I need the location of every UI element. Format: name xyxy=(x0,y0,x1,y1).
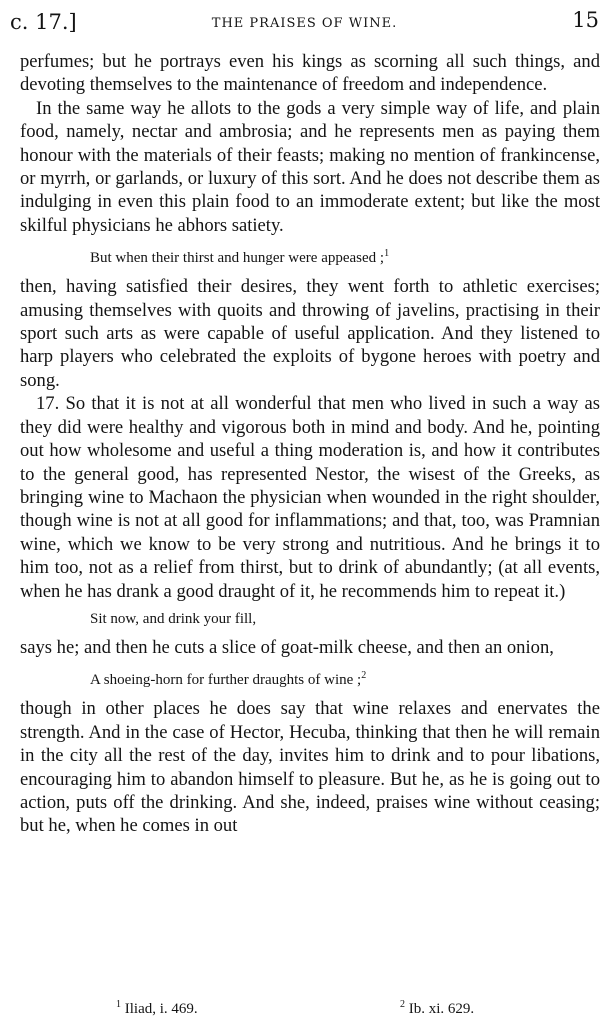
paragraph-continued: perfumes; but he portrays even his kings as scorning all such things, and devoting themselves to the maintenance of freedom and independence. xyxy=(20,51,600,96)
paragraph-section-17: 17. So that it is not at all wonderful that men who lived in such a way as they did were healthy and vigorous both in mind and body. And he, pointing out how wholesome and useful a thing moderation is, and how it contributes to the general good, has represented Nestor, the wisest of the Greeks, as bringing wine to Machaon the physician when wounded in the right shoulder, though wine is not at all good for inflammations; and that, too, was Pramnian wine, which we know to be very strong and nutritious. And he brings it to him too, not as a relief from thirst, but to drink of abundantly; (at all events, when he has drank a good draught of it, he recommends him to repeat it.) xyxy=(20,393,600,602)
page-number: 15 xyxy=(572,8,599,32)
verse-text: Sit now, and drink your fill, xyxy=(90,610,257,627)
verse-text: A shoeing-horn for further draughts of wine ; xyxy=(90,672,362,689)
footnote-mark: 1 xyxy=(116,999,121,1010)
paragraph-gods-food: In the same way he allots to the gods a very simple way of life, and plain food, namely, nectar and ambrosia; and he represents men as paying them honour with the materials of their feasts; making no mention of frankincense, or myrrh, or garlands, or luxury of this sort. And he does not describe them as indulging in even this plain food to an immoderate extent; but like the most skilful physicians he abhors satiety. xyxy=(20,97,600,236)
footnote-mark: 2 xyxy=(400,999,405,1010)
verse-quotation-3 xyxy=(90,665,600,691)
running-header xyxy=(10,4,599,40)
paragraph-athletic: then, having satisfied their desires, they went forth to athletic exercises; amusing themselves with quoits and throwing of javelins, practising in their sport such arts as were capable of useful application. And they listened to harp players who celebrated the exploits of bygone heroes with poetry and song. xyxy=(20,276,600,391)
main-text xyxy=(20,50,600,838)
verse-quotation-2 xyxy=(90,609,600,630)
running-title: THE PRAISES OF WINE. xyxy=(211,16,398,31)
footnote-text: Ib. xi. 629. xyxy=(408,1001,475,1017)
footnote-2 xyxy=(400,995,474,1019)
paragraph-cheese-onion: says he; and then he cuts a slice of goat-milk cheese, and then an onion, xyxy=(20,636,554,658)
paragraph-hector-hecuba: though in other places he does say that wine relaxes and enervates the strength. And in the case of Hector, Hecuba, thinking that then he will remain in the city all the rest of the day, invites him to drink and to pour libations, encouraging him to abandon himself to pleasure. But he, as he is going out to action, puts off the drinking. And she, indeed, praises wine without ceasing; but he, when he comes in out xyxy=(20,698,600,837)
verse-text: But when their thirst and hunger were appeased ; xyxy=(90,250,385,267)
footnote-marker: 2 xyxy=(361,670,367,682)
chapter-reference: c. 17.] xyxy=(10,10,77,34)
verse-quotation-1 xyxy=(90,243,600,269)
footnote-marker: 1 xyxy=(384,248,390,260)
footnote-text: Iliad, i. 469. xyxy=(124,1001,198,1017)
footnote-1 xyxy=(116,995,198,1019)
